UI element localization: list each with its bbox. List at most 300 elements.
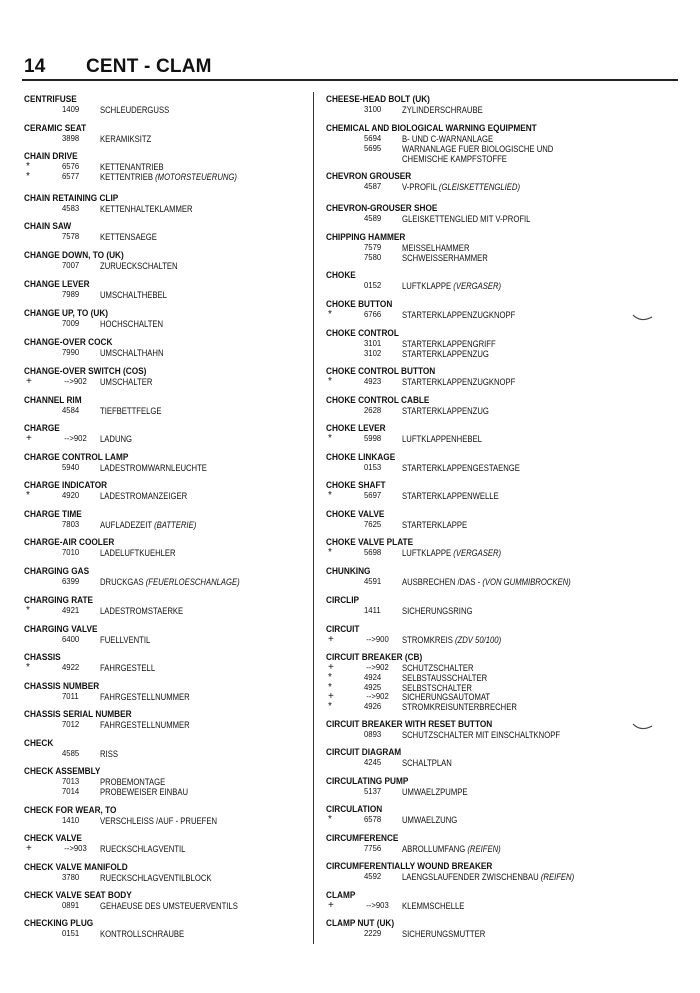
translation-row bbox=[326, 702, 626, 712]
translation-row bbox=[24, 787, 324, 797]
entry-term: CHAIN RETAINING CLIP bbox=[24, 193, 119, 204]
entry-code: 4245 bbox=[364, 757, 382, 767]
dictionary-entry bbox=[326, 834, 626, 854]
entry-term: CHECK FOR WEAR, TO bbox=[24, 805, 117, 816]
dictionary-entry bbox=[326, 805, 626, 825]
entry-marker: * bbox=[328, 701, 332, 713]
entry-code: 6578 bbox=[364, 814, 382, 824]
entry-translation bbox=[402, 406, 489, 416]
entry-term: CHEESE-HEAD BOLT (UK) bbox=[326, 94, 430, 105]
entry-term: CHOKE CONTROL bbox=[326, 328, 399, 339]
translation-text: LAENGSLAUFENDER ZWISCHENBAU bbox=[402, 871, 539, 882]
entry-translation bbox=[100, 929, 184, 939]
entry-code: 4926 bbox=[364, 701, 382, 712]
translation-row bbox=[326, 349, 626, 359]
translation-text: LUFTKLAPPE bbox=[402, 547, 452, 558]
translation-text: SCHUTZSCHALTER MIT EINSCHALTKNOPF bbox=[402, 729, 561, 740]
entry-code: 7803 bbox=[62, 519, 80, 529]
dictionary-entry bbox=[24, 739, 324, 759]
entry-term: CIRCUIT BREAKER (CB) bbox=[326, 652, 423, 663]
translation-row bbox=[326, 463, 626, 473]
dictionary-entry bbox=[24, 453, 324, 473]
entry-translation bbox=[402, 815, 457, 825]
dictionary-entry bbox=[24, 682, 324, 702]
translation-text: STROMKREISUNTERBRECHER bbox=[402, 701, 517, 713]
translation-row bbox=[24, 520, 324, 530]
entry-code: 4922 bbox=[62, 662, 80, 672]
translation-row bbox=[24, 635, 324, 645]
translation-row bbox=[326, 787, 626, 797]
header-rule bbox=[22, 79, 678, 81]
entry-translation bbox=[100, 787, 188, 797]
entry-code: 3898 bbox=[62, 133, 80, 143]
translation-row bbox=[326, 377, 626, 387]
entry-term: CENTRIFUSE bbox=[24, 94, 77, 105]
translation-qualifier: (BATTERIE) bbox=[154, 519, 197, 530]
entry-code: 5698 bbox=[364, 547, 382, 557]
translation-text: SICHERUNGSMUTTER bbox=[402, 928, 486, 939]
entry-code: 7579 bbox=[364, 242, 382, 252]
entry-term: CHANGE-OVER SWITCH (COS) bbox=[24, 366, 147, 377]
entry-code: 4923 bbox=[364, 376, 382, 386]
entry-code: 7011 bbox=[62, 691, 79, 701]
entry-code: 4589 bbox=[364, 213, 382, 223]
translation-row bbox=[326, 635, 626, 645]
translation-text: UMSCHALTHEBEL bbox=[100, 289, 167, 300]
translation-text: UMWAELZUNG bbox=[402, 814, 458, 825]
entry-term: CIRCUIT bbox=[326, 624, 360, 635]
dictionary-entry bbox=[326, 748, 626, 768]
entry-translation bbox=[100, 606, 183, 616]
translation-row bbox=[24, 901, 324, 911]
dictionary-entry bbox=[326, 124, 626, 163]
translation-text: ZYLINDERSCHRAUBE bbox=[402, 104, 483, 115]
entry-marker: * bbox=[328, 309, 332, 320]
entry-term: CIRCUMFERENCE bbox=[326, 833, 399, 844]
entry-term: CHEVRON GROUSER bbox=[326, 171, 412, 182]
entry-code: 5137 bbox=[364, 786, 382, 796]
entry-code: 3100 bbox=[364, 104, 382, 114]
entry-code: -->902 bbox=[366, 662, 389, 672]
dictionary-entry bbox=[326, 625, 626, 645]
translation-row bbox=[326, 872, 626, 882]
entry-code: 7012 bbox=[62, 719, 80, 729]
entry-term: CLAMP NUT (UK) bbox=[326, 918, 395, 929]
entry-code: 4924 bbox=[364, 671, 382, 682]
translation-row bbox=[24, 463, 324, 473]
entry-marker: * bbox=[26, 490, 30, 501]
entry-code: 4921 bbox=[62, 605, 80, 615]
entry-term: CHANGE UP, TO (UK) bbox=[24, 308, 109, 319]
dictionary-entry bbox=[24, 806, 324, 826]
dictionary-entry bbox=[24, 194, 324, 214]
entry-code: 6766 bbox=[364, 309, 382, 319]
translation-row bbox=[24, 844, 324, 854]
entry-translation bbox=[100, 172, 237, 182]
entry-translation bbox=[402, 548, 501, 558]
entry-code: 4592 bbox=[364, 871, 382, 881]
entry-marker: + bbox=[328, 691, 334, 703]
entry-term: CHOKE BUTTON bbox=[326, 299, 393, 310]
dictionary-entry bbox=[24, 251, 324, 271]
entry-translation bbox=[402, 349, 489, 359]
entry-term: CHARGE-AIR COOLER bbox=[24, 537, 115, 548]
dictionary-entry bbox=[326, 204, 626, 224]
translation-text: V-PROFIL bbox=[402, 181, 437, 192]
translation-text: UMSCHALTHAHN bbox=[100, 347, 164, 358]
entry-code: 7014 bbox=[62, 785, 80, 796]
translation-row bbox=[24, 548, 324, 558]
translation-text: UMSCHALTER bbox=[100, 376, 153, 387]
translation-text: LADESTROMWARNLEUCHTE bbox=[100, 462, 207, 473]
entry-term: CHOKE LEVER bbox=[326, 423, 386, 434]
entry-term: CHECK VALVE MANIFOLD bbox=[24, 862, 128, 873]
dictionary-entry bbox=[326, 329, 626, 359]
entry-code: 4583 bbox=[62, 203, 80, 213]
entry-code: 4925 bbox=[364, 681, 382, 692]
dictionary-entry bbox=[326, 862, 626, 882]
translation-row bbox=[24, 348, 324, 358]
dictionary-entry bbox=[326, 95, 626, 115]
translation-row bbox=[326, 105, 626, 115]
translation-row bbox=[326, 929, 626, 939]
entry-translation bbox=[402, 606, 472, 616]
translation-row bbox=[24, 377, 324, 387]
translation-text: LADUNG bbox=[100, 433, 133, 444]
translation-text: LADESTROMSTAERKE bbox=[100, 605, 184, 616]
entry-code: 7009 bbox=[62, 318, 80, 328]
translation-text: STARTERKLAPPE bbox=[402, 519, 468, 530]
entry-code: 1411 bbox=[364, 605, 381, 615]
translation-text: TIEFBETTFELGE bbox=[100, 405, 162, 416]
translation-row bbox=[326, 577, 626, 587]
translation-text: SCHLEUDERGUSS bbox=[100, 104, 170, 115]
entry-code: 7580 bbox=[364, 251, 382, 262]
dictionary-entry bbox=[24, 481, 324, 501]
translation-qualifier: (VERGASER) bbox=[453, 547, 502, 558]
dictionary-entry bbox=[326, 596, 626, 616]
entry-term: CHASSIS SERIAL NUMBER bbox=[24, 709, 132, 720]
entry-translation bbox=[402, 730, 560, 740]
entry-translation bbox=[100, 204, 193, 214]
translation-text: MEISSELHAMMER bbox=[402, 242, 470, 253]
translation-text: SELBSTAUSSCHALTER bbox=[402, 671, 488, 683]
translation-row bbox=[326, 548, 626, 558]
translation-text: FAHRGESTELL bbox=[100, 662, 156, 673]
entry-translation bbox=[402, 577, 571, 587]
entry-translation bbox=[402, 182, 520, 192]
entry-code: -->902 bbox=[64, 376, 87, 386]
translation-text: STARTERKLAPPENGESTAENGE bbox=[402, 462, 520, 473]
translation-row bbox=[326, 606, 626, 616]
translation-row bbox=[24, 261, 324, 271]
entry-translation bbox=[100, 816, 217, 826]
entry-translation bbox=[100, 261, 178, 271]
dictionary-entry bbox=[24, 338, 324, 358]
entry-code: 0152 bbox=[364, 280, 382, 290]
translation-text: STARTERKLAPPENWELLE bbox=[402, 490, 499, 501]
translation-row bbox=[24, 692, 324, 702]
translation-row bbox=[24, 134, 324, 144]
entry-marker: + bbox=[26, 376, 32, 387]
entry-term: CHANGE LEVER bbox=[24, 279, 90, 290]
entry-code: 5998 bbox=[364, 433, 382, 443]
dictionary-entry bbox=[326, 653, 626, 712]
translation-text: PROBEMONTAGE bbox=[100, 776, 166, 787]
entry-code: 4584 bbox=[62, 405, 80, 415]
dictionary-entry bbox=[24, 891, 324, 911]
translation-text: ZURUECKSCHALTEN bbox=[100, 260, 178, 271]
translation-row bbox=[326, 154, 626, 164]
translation-text: UMWAELZPUMPE bbox=[402, 786, 468, 797]
translation-qualifier: (REIFEN) bbox=[540, 871, 575, 882]
entry-term: CHASSIS NUMBER bbox=[24, 681, 100, 692]
translation-row bbox=[24, 720, 324, 730]
dictionary-entry bbox=[24, 863, 324, 883]
page-number: 14 bbox=[24, 56, 46, 77]
dictionary-entry bbox=[24, 834, 324, 854]
translation-text: GLEISKETTENGLIED MIT V-PROFIL bbox=[402, 213, 531, 224]
entry-code: 4591 bbox=[364, 576, 382, 586]
dictionary-entry bbox=[326, 367, 626, 387]
translation-row bbox=[24, 105, 324, 115]
translation-text: KETTENHALTEKLAMMER bbox=[100, 203, 193, 214]
entry-code: 4920 bbox=[62, 490, 80, 500]
entry-code: 0153 bbox=[364, 462, 382, 472]
dictionary-entry bbox=[24, 710, 324, 730]
entry-code: -->903 bbox=[64, 843, 87, 853]
translation-row bbox=[24, 172, 324, 182]
entry-term: CIRCULATION bbox=[326, 804, 383, 815]
entry-term: CHECK VALVE bbox=[24, 833, 82, 844]
entry-term: CHARGE bbox=[24, 423, 60, 434]
dictionary-entry bbox=[326, 919, 626, 939]
translation-text: FAHRGESTELLNUMMER bbox=[100, 691, 190, 702]
entry-term: CHANNEL RIM bbox=[24, 395, 82, 406]
dictionary-entry bbox=[24, 625, 324, 645]
entry-term: CHARGING VALVE bbox=[24, 624, 98, 635]
translation-row bbox=[24, 929, 324, 939]
translation-row bbox=[24, 873, 324, 883]
entry-term: CHARGING GAS bbox=[24, 566, 90, 577]
translation-text: AUFLADEZEIT bbox=[100, 519, 152, 530]
dictionary-entry bbox=[326, 396, 626, 416]
dictionary-entry bbox=[326, 172, 626, 192]
entry-code: 7007 bbox=[62, 260, 80, 270]
translation-text: VERSCHLEISS /AUF - PRUEFEN bbox=[100, 815, 218, 826]
entry-translation bbox=[402, 491, 499, 501]
entry-marker: * bbox=[328, 433, 332, 444]
entry-code: 0891 bbox=[62, 900, 80, 910]
dictionary-entry bbox=[24, 567, 324, 587]
entry-marker: * bbox=[328, 490, 332, 501]
translation-text: HOCHSCHALTEN bbox=[100, 318, 164, 329]
translation-text: STARTERKLAPPENZUGKNOPF bbox=[402, 309, 516, 320]
translation-text: WARNANLAGE FUER BIOLOGISCHE UND bbox=[402, 142, 554, 154]
entry-marker: * bbox=[328, 681, 332, 693]
entry-marker: * bbox=[328, 814, 332, 825]
entry-term: CIRCLIP bbox=[326, 595, 360, 606]
dictionary-entry bbox=[326, 510, 626, 530]
entry-term: CIRCUIT BREAKER WITH RESET BUTTON bbox=[326, 719, 493, 730]
entry-translation bbox=[100, 577, 240, 587]
translation-text: SCHWEISSERHAMMER bbox=[402, 251, 488, 263]
entry-term: CHARGE TIME bbox=[24, 509, 82, 520]
entry-translation bbox=[402, 872, 574, 882]
translation-qualifier: (VERGASER) bbox=[453, 280, 502, 291]
dictionary-entry bbox=[24, 95, 324, 115]
entry-translation bbox=[100, 463, 207, 473]
translation-row bbox=[326, 815, 626, 825]
translation-row bbox=[24, 816, 324, 826]
entry-code: 6576 bbox=[62, 161, 80, 171]
entry-code: -->900 bbox=[366, 634, 389, 644]
entry-translation bbox=[402, 463, 520, 473]
entry-code: 2628 bbox=[364, 405, 382, 415]
entry-marker: + bbox=[26, 433, 32, 444]
entry-translation bbox=[100, 134, 151, 144]
entry-marker: + bbox=[26, 843, 32, 854]
dictionary-entry bbox=[326, 567, 626, 587]
translation-text: SICHERUNGSAUTOMAT bbox=[402, 691, 491, 703]
translation-qualifier: (REIFEN) bbox=[467, 843, 501, 854]
translation-row bbox=[326, 520, 626, 530]
entry-marker: * bbox=[26, 170, 30, 182]
dictionary-entry bbox=[326, 424, 626, 444]
entry-term: CHOKE VALVE PLATE bbox=[326, 537, 414, 548]
dictionary-entry bbox=[326, 538, 626, 558]
translation-text: LUFTKLAPPE bbox=[402, 280, 452, 291]
translation-text: STARTERKLAPPENZUG bbox=[402, 347, 489, 359]
entry-term: CHARGE INDICATOR bbox=[24, 480, 108, 491]
dictionary-entry bbox=[24, 396, 324, 416]
entry-term: CHARGING RATE bbox=[24, 595, 94, 606]
translation-text: SCHALTPLAN bbox=[402, 757, 452, 768]
entry-code: 5697 bbox=[364, 490, 382, 500]
entry-translation bbox=[402, 758, 452, 768]
translation-row bbox=[326, 281, 626, 291]
entry-code: 3101 bbox=[364, 338, 382, 348]
translation-text: SCHUTZSCHALTER bbox=[402, 662, 474, 673]
entry-marker: * bbox=[26, 605, 30, 616]
translation-row bbox=[24, 319, 324, 329]
dictionary-entry bbox=[24, 767, 324, 797]
margin-mark bbox=[632, 313, 654, 323]
dictionary-entry bbox=[326, 481, 626, 501]
dictionary-entry bbox=[326, 271, 626, 291]
entry-term: CHIPPING HAMMER bbox=[326, 232, 406, 243]
entry-translation bbox=[402, 844, 501, 854]
entry-term: CLAMP bbox=[326, 890, 356, 901]
entry-translation bbox=[402, 702, 517, 712]
translation-text: KETTENANTRIEB bbox=[100, 161, 164, 172]
entry-translation bbox=[402, 787, 467, 797]
entry-term: CHARGE CONTROL LAMP bbox=[24, 452, 129, 463]
translation-text: GEHAEUSE DES UMSTEUERVENTILS bbox=[100, 900, 238, 911]
dictionary-entry bbox=[24, 919, 324, 939]
dictionary-entry bbox=[24, 280, 324, 300]
entry-translation bbox=[402, 253, 488, 263]
translation-text: RUECKSCHLAGVENTIL bbox=[100, 843, 186, 854]
translation-row bbox=[326, 182, 626, 192]
translation-text: KETTENSAEGE bbox=[100, 231, 157, 242]
entry-marker: * bbox=[26, 662, 30, 673]
entry-translation bbox=[100, 319, 163, 329]
entry-translation bbox=[100, 873, 212, 883]
entry-term: CHECKING PLUG bbox=[24, 918, 94, 929]
dictionary-entry bbox=[24, 222, 324, 242]
entry-translation bbox=[402, 214, 530, 224]
entry-term: CHEMICAL AND BIOLOGICAL WARNING EQUIPMENT bbox=[326, 123, 537, 134]
entry-code: 7990 bbox=[62, 347, 80, 357]
translation-text: ABROLLUMFANG bbox=[402, 843, 466, 854]
entry-term: CIRCUMFERENTIALLY WOUND BREAKER bbox=[326, 861, 493, 872]
entry-code: -->902 bbox=[366, 691, 389, 702]
translation-qualifier: (VON GUMMIBROCKEN) bbox=[482, 576, 571, 587]
entry-code: 7756 bbox=[364, 843, 382, 853]
dictionary-entry bbox=[24, 309, 324, 329]
dictionary-entry bbox=[326, 453, 626, 473]
dictionary-entry bbox=[24, 152, 324, 182]
entry-code: 5694 bbox=[364, 133, 382, 143]
translation-text: B- UND C-WARNANLAGE bbox=[402, 133, 494, 144]
entry-marker: + bbox=[328, 900, 334, 911]
entry-translation bbox=[100, 548, 176, 558]
entry-translation bbox=[100, 232, 157, 242]
dictionary-entry bbox=[326, 300, 626, 320]
entry-marker: * bbox=[328, 547, 332, 558]
entry-code: 7625 bbox=[364, 519, 382, 529]
entry-translation bbox=[100, 901, 238, 911]
page-header bbox=[24, 56, 676, 78]
dictionary-entry bbox=[326, 720, 626, 740]
entry-code: 4587 bbox=[364, 181, 382, 191]
translation-row bbox=[24, 204, 324, 214]
translation-row bbox=[326, 758, 626, 768]
entry-code: 5695 bbox=[364, 142, 382, 153]
entry-code: -->902 bbox=[64, 433, 87, 443]
entry-marker: + bbox=[328, 634, 334, 645]
entry-translation bbox=[100, 720, 190, 730]
entry-translation bbox=[100, 105, 169, 115]
translation-qualifier: (GLEISKETTENGLIED) bbox=[438, 181, 521, 192]
entry-term: CIRCULATING PUMP bbox=[326, 776, 409, 787]
entry-term: CHOKE bbox=[326, 270, 356, 281]
entry-translation bbox=[100, 377, 152, 387]
translation-text: AUSBRECHEN /DAS - bbox=[402, 576, 481, 587]
translation-text: FAHRGESTELLNUMMER bbox=[100, 719, 190, 730]
translation-row bbox=[326, 491, 626, 501]
entry-code: 6399 bbox=[62, 576, 80, 586]
translation-qualifier: (FEUERLOESCHANLAGE) bbox=[145, 576, 240, 587]
translation-text: STARTERKLAPPENZUG bbox=[402, 405, 489, 416]
entry-translation bbox=[100, 491, 187, 501]
translation-row bbox=[24, 491, 324, 501]
entry-term: CIRCUIT DIAGRAM bbox=[326, 747, 402, 758]
dictionary-entry bbox=[24, 653, 324, 673]
translation-text: KERAMIKSITZ bbox=[100, 133, 152, 144]
translation-row bbox=[326, 434, 626, 444]
translation-text: LUFTKLAPPENHEBEL bbox=[402, 433, 482, 444]
entry-translation bbox=[100, 844, 185, 854]
entry-marker: * bbox=[328, 376, 332, 387]
translation-row bbox=[326, 214, 626, 224]
entry-term: CHANGE-OVER COCK bbox=[24, 337, 113, 348]
translation-row bbox=[24, 232, 324, 242]
entry-code: 7578 bbox=[62, 231, 80, 241]
entry-term: CHANGE DOWN, TO (UK) bbox=[24, 250, 124, 261]
entry-translation bbox=[402, 105, 483, 115]
